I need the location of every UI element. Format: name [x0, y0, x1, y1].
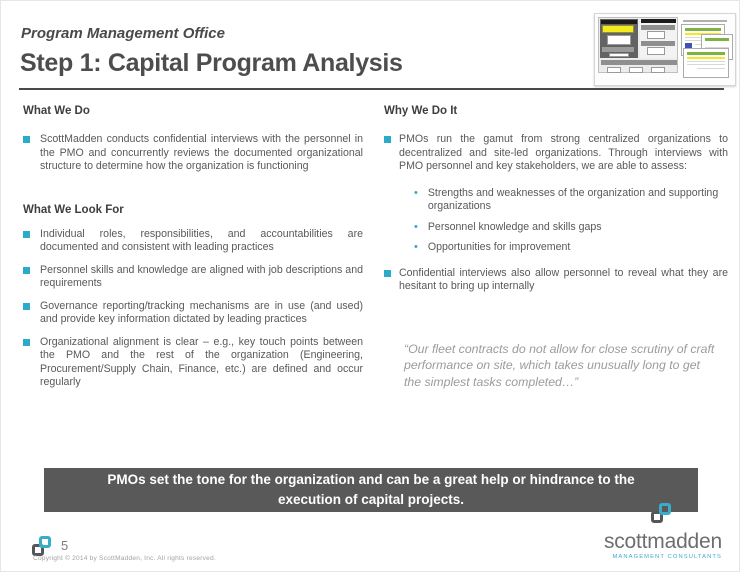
key-takeaway-text: PMOs set the tone for the organization and can be a great help or hindrance to the execution of capital projects. — [107, 472, 635, 507]
bullet-text: ScottMadden conducts confidential interviews with the personnel in the PMO and concurrently reviews the documented organizational structure to determine how the organization is functioning — [40, 133, 363, 172]
bullet-text: Governance reporting/tracking mechanisms are in use (and used) and provide key information dictated by leading practices — [40, 299, 363, 325]
sub-bullet-text: Opportunities for improvement — [427, 241, 571, 253]
dot-bullet-icon: • — [414, 241, 418, 253]
bullet-text: Confidential interviews also allow personnel to reveal what they are hesitant to bring up internally — [399, 266, 728, 292]
dot-bullet-icon: • — [414, 220, 418, 233]
thumbnail-caption-line — [683, 20, 727, 22]
bullet-item — [23, 228, 363, 255]
thumbnail-table-row — [697, 68, 725, 69]
dot-bullet-icon: • — [414, 186, 418, 199]
sub-bullet-text: Strengths and weaknesses of the organization and supporting organizations — [427, 186, 719, 212]
square-bullet-icon — [384, 270, 391, 277]
title-divider — [19, 88, 724, 90]
section-heading-what-we-look-for: What We Look For — [23, 203, 124, 216]
sub-bullet-item — [414, 221, 728, 235]
square-bullet-icon — [23, 231, 30, 238]
bullet-item — [23, 336, 363, 390]
bullet-text: PMOs run the gamut from strong centralized organizations to decentralized and site-led organizations. Through interviews with PMO personnel and key stakeholders, we are able to assess: — [399, 133, 728, 172]
thumbnail-doc-preview — [607, 35, 631, 45]
bullet-item — [23, 133, 363, 174]
thumbnail-pmo-header-bar — [601, 20, 637, 24]
bullet-text: Individual roles, responsibilities, and accountabilities are documented and consistent with leading practices — [40, 227, 363, 253]
sub-bullet-item — [414, 241, 728, 255]
thumbnail-doc-preview — [629, 67, 643, 73]
bullet-item — [384, 133, 728, 174]
page-title: Step 1: Capital Program Analysis — [20, 49, 403, 77]
square-bullet-icon — [384, 136, 391, 143]
thumbnail-doc-preview — [647, 31, 665, 39]
thumbnail-table-row — [687, 57, 725, 59]
bullet-text: Organizational alignment is clear – e.g., key touch points between the PMO and the rest of the organization (Engineering, Procurement/Supply Chain, Finance, etc.) are defined and occur regularly — [40, 335, 363, 388]
right-column — [384, 99, 728, 390]
thumbnail-step5-bar — [601, 60, 677, 65]
bullet-item — [23, 264, 363, 291]
thumbnail-project-header-bar — [641, 19, 676, 23]
thumbnail-doc-preview — [647, 47, 665, 55]
key-takeaway-banner — [44, 468, 698, 512]
bullet-item — [23, 300, 363, 327]
square-bullet-icon — [23, 136, 30, 143]
thumbnail-table-header — [685, 28, 721, 31]
thumbnail-pmo-panel — [600, 19, 638, 58]
thumbnail-deliverable-page — [683, 48, 729, 78]
thumbnail-doc-preview — [607, 67, 621, 73]
thumbnail-doc-preview — [651, 67, 665, 73]
square-bullet-icon — [23, 267, 30, 274]
section-heading-what-we-do: What We Do — [23, 105, 90, 117]
thumbnail-diagram-panel — [598, 17, 678, 73]
thumbnail-step3-bar — [602, 47, 634, 52]
kicker-text: Program Management Office — [21, 25, 225, 42]
thumbnail-table-header — [705, 38, 729, 41]
thumbnail-doc-preview — [609, 53, 629, 57]
thumbnail-table-row — [687, 64, 725, 65]
square-bullet-icon — [23, 303, 30, 310]
square-bullet-icon — [23, 339, 30, 346]
thumbnail-project-panel — [640, 19, 677, 58]
sub-bullet-text: Personnel knowledge and skills gaps — [427, 220, 602, 233]
page-number: 5 — [61, 538, 69, 553]
bullet-text: Personnel skills and knowledge are aligned with job descriptions and requirements — [40, 263, 363, 289]
thumbnail-step2-bar — [641, 25, 675, 30]
thumbnail-table-row — [687, 61, 725, 62]
bullet-item — [384, 267, 728, 294]
logo-wordmark: scottmadden — [603, 530, 722, 553]
thumbnail-step4-bar — [641, 41, 675, 46]
left-column — [23, 99, 363, 390]
thumbnail-step1-highlight — [602, 25, 634, 33]
sub-bullet-item — [414, 187, 728, 214]
client-quote: “Our fleet contracts do not allow for close scrutiny of craft performance on site, which takes unusually long to get the simplest tasks completed…” — [404, 341, 715, 389]
logo-tagline: MANAGEMENT CONSULTANTS — [612, 554, 722, 560]
scottmadden-mark-icon — [651, 503, 676, 527]
thumbnail-table-header — [687, 52, 725, 55]
copyright-text: Copyright © 2014 by ScottMadden, Inc. All rights reserved. — [33, 555, 216, 562]
scottmadden-logo — [604, 503, 722, 560]
process-overview-thumbnail — [594, 13, 736, 86]
section-heading-why-we-do-it: Why We Do It — [384, 105, 458, 117]
